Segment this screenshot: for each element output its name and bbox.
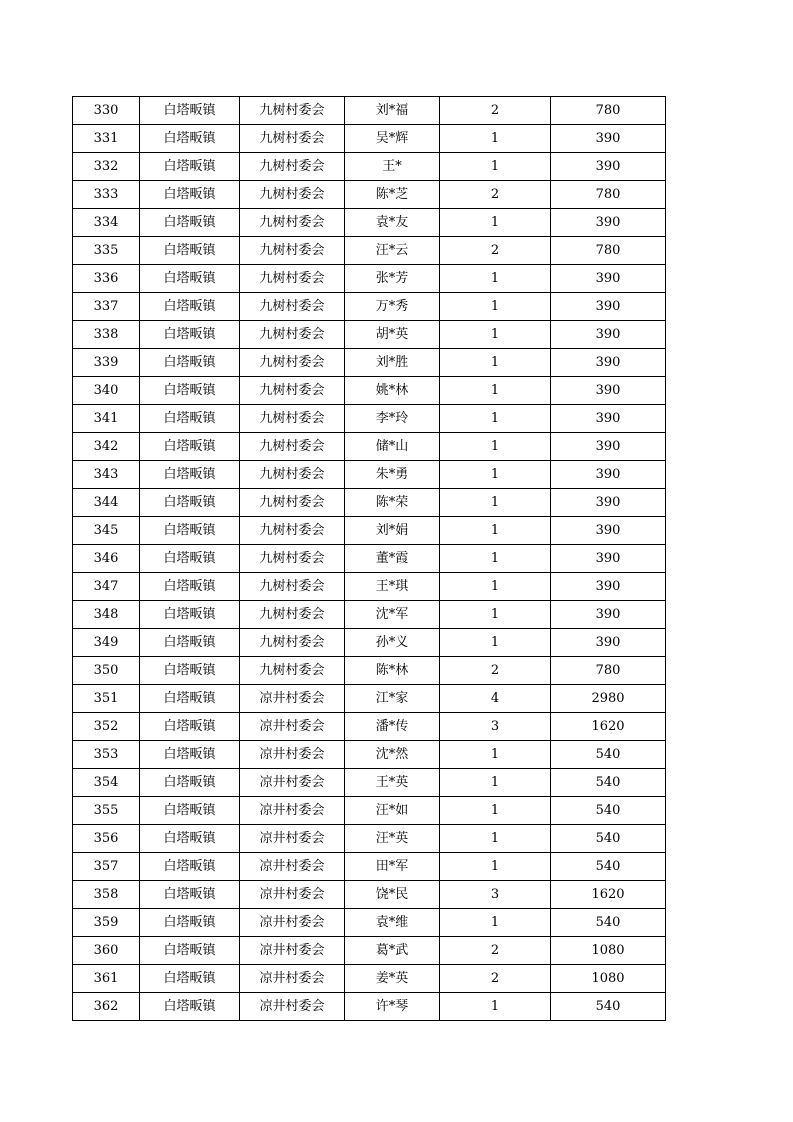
persons-count-cell: 1 <box>440 769 551 797</box>
row-number-cell: 335 <box>73 237 140 265</box>
town-cell: 白塔畈镇 <box>140 265 240 293</box>
row-number-cell: 354 <box>73 769 140 797</box>
row-number-cell: 346 <box>73 545 140 573</box>
village-committee-cell: 九树村委会 <box>240 545 345 573</box>
village-committee-cell: 九树村委会 <box>240 601 345 629</box>
table-row <box>73 265 666 293</box>
persons-count-cell: 1 <box>440 741 551 769</box>
amount-cell: 540 <box>551 769 666 797</box>
row-number-cell: 348 <box>73 601 140 629</box>
table-row <box>73 881 666 909</box>
village-committee-cell: 九树村委会 <box>240 97 345 125</box>
persons-count-cell: 1 <box>440 125 551 153</box>
amount-cell: 390 <box>551 293 666 321</box>
row-number-cell: 356 <box>73 825 140 853</box>
amount-cell: 780 <box>551 657 666 685</box>
amount-cell: 1080 <box>551 937 666 965</box>
town-cell: 白塔畈镇 <box>140 349 240 377</box>
name-cell: 王*英 <box>345 769 440 797</box>
village-committee-cell: 凉井村委会 <box>240 741 345 769</box>
persons-count-cell: 2 <box>440 97 551 125</box>
village-committee-cell: 九树村委会 <box>240 405 345 433</box>
name-cell: 汪*如 <box>345 797 440 825</box>
village-committee-cell: 九树村委会 <box>240 377 345 405</box>
table-row <box>73 545 666 573</box>
amount-cell: 540 <box>551 993 666 1021</box>
row-number-cell: 338 <box>73 321 140 349</box>
table-row <box>73 909 666 937</box>
row-number-cell: 341 <box>73 405 140 433</box>
persons-count-cell: 1 <box>440 825 551 853</box>
town-cell: 白塔畈镇 <box>140 573 240 601</box>
town-cell: 白塔畈镇 <box>140 377 240 405</box>
table-row <box>73 433 666 461</box>
name-cell: 李*玲 <box>345 405 440 433</box>
name-cell: 许*琴 <box>345 993 440 1021</box>
row-number-cell: 337 <box>73 293 140 321</box>
table-row <box>73 993 666 1021</box>
amount-cell: 390 <box>551 377 666 405</box>
table-row <box>73 153 666 181</box>
row-number-cell: 334 <box>73 209 140 237</box>
town-cell: 白塔畈镇 <box>140 209 240 237</box>
persons-count-cell: 1 <box>440 293 551 321</box>
village-committee-cell: 九树村委会 <box>240 657 345 685</box>
town-cell: 白塔畈镇 <box>140 657 240 685</box>
persons-count-cell: 1 <box>440 209 551 237</box>
town-cell: 白塔畈镇 <box>140 909 240 937</box>
town-cell: 白塔畈镇 <box>140 461 240 489</box>
town-cell: 白塔畈镇 <box>140 237 240 265</box>
name-cell: 张*芳 <box>345 265 440 293</box>
persons-count-cell: 1 <box>440 489 551 517</box>
row-number-cell: 344 <box>73 489 140 517</box>
table-row <box>73 797 666 825</box>
name-cell: 潘*传 <box>345 713 440 741</box>
town-cell: 白塔畈镇 <box>140 405 240 433</box>
village-committee-cell: 九树村委会 <box>240 489 345 517</box>
persons-count-cell: 1 <box>440 433 551 461</box>
town-cell: 白塔畈镇 <box>140 965 240 993</box>
table-row <box>73 181 666 209</box>
town-cell: 白塔畈镇 <box>140 97 240 125</box>
name-cell: 董*霞 <box>345 545 440 573</box>
table-row <box>73 741 666 769</box>
town-cell: 白塔畈镇 <box>140 153 240 181</box>
name-cell: 汪*英 <box>345 825 440 853</box>
row-number-cell: 355 <box>73 797 140 825</box>
amount-cell: 390 <box>551 489 666 517</box>
row-number-cell: 361 <box>73 965 140 993</box>
persons-count-cell: 1 <box>440 629 551 657</box>
table-row <box>73 573 666 601</box>
village-committee-cell: 凉井村委会 <box>240 769 345 797</box>
name-cell: 江*家 <box>345 685 440 713</box>
table-row <box>73 293 666 321</box>
amount-cell: 390 <box>551 573 666 601</box>
village-committee-cell: 九树村委会 <box>240 125 345 153</box>
name-cell: 袁*友 <box>345 209 440 237</box>
amount-cell: 540 <box>551 909 666 937</box>
row-number-cell: 349 <box>73 629 140 657</box>
name-cell: 万*秀 <box>345 293 440 321</box>
town-cell: 白塔畈镇 <box>140 181 240 209</box>
persons-count-cell: 2 <box>440 657 551 685</box>
village-committee-cell: 凉井村委会 <box>240 881 345 909</box>
amount-cell: 390 <box>551 349 666 377</box>
name-cell: 刘*娟 <box>345 517 440 545</box>
persons-count-cell: 1 <box>440 265 551 293</box>
table-row <box>73 461 666 489</box>
row-number-cell: 358 <box>73 881 140 909</box>
amount-cell: 390 <box>551 209 666 237</box>
village-committee-cell: 九树村委会 <box>240 461 345 489</box>
amount-cell: 390 <box>551 545 666 573</box>
village-committee-cell: 九树村委会 <box>240 181 345 209</box>
amount-cell: 390 <box>551 405 666 433</box>
row-number-cell: 351 <box>73 685 140 713</box>
table-row <box>73 209 666 237</box>
row-number-cell: 331 <box>73 125 140 153</box>
amount-cell: 390 <box>551 265 666 293</box>
town-cell: 白塔畈镇 <box>140 433 240 461</box>
town-cell: 白塔畈镇 <box>140 321 240 349</box>
table-row <box>73 321 666 349</box>
village-committee-cell: 九树村委会 <box>240 629 345 657</box>
town-cell: 白塔畈镇 <box>140 713 240 741</box>
town-cell: 白塔畈镇 <box>140 629 240 657</box>
amount-cell: 1620 <box>551 713 666 741</box>
town-cell: 白塔畈镇 <box>140 937 240 965</box>
persons-count-cell: 1 <box>440 321 551 349</box>
town-cell: 白塔畈镇 <box>140 853 240 881</box>
amount-cell: 390 <box>551 629 666 657</box>
name-cell: 汪*云 <box>345 237 440 265</box>
persons-count-cell: 1 <box>440 405 551 433</box>
row-number-cell: 333 <box>73 181 140 209</box>
name-cell: 储*山 <box>345 433 440 461</box>
name-cell: 沈*军 <box>345 601 440 629</box>
name-cell: 吴*辉 <box>345 125 440 153</box>
row-number-cell: 352 <box>73 713 140 741</box>
amount-cell: 540 <box>551 853 666 881</box>
name-cell: 姚*林 <box>345 377 440 405</box>
persons-count-cell: 1 <box>440 853 551 881</box>
name-cell: 沈*然 <box>345 741 440 769</box>
village-committee-cell: 凉井村委会 <box>240 797 345 825</box>
town-cell: 白塔畈镇 <box>140 545 240 573</box>
row-number-cell: 362 <box>73 993 140 1021</box>
persons-count-cell: 2 <box>440 237 551 265</box>
persons-count-cell: 4 <box>440 685 551 713</box>
amount-cell: 780 <box>551 181 666 209</box>
table-row <box>73 769 666 797</box>
village-committee-cell: 凉井村委会 <box>240 937 345 965</box>
amount-cell: 390 <box>551 601 666 629</box>
amount-cell: 1080 <box>551 965 666 993</box>
name-cell: 刘*胜 <box>345 349 440 377</box>
amount-cell: 390 <box>551 433 666 461</box>
amount-cell: 540 <box>551 741 666 769</box>
table-row <box>73 489 666 517</box>
name-cell: 袁*维 <box>345 909 440 937</box>
row-number-cell: 360 <box>73 937 140 965</box>
persons-count-cell: 1 <box>440 517 551 545</box>
town-cell: 白塔畈镇 <box>140 797 240 825</box>
persons-count-cell: 3 <box>440 881 551 909</box>
roster-table <box>72 96 666 1021</box>
table-row <box>73 937 666 965</box>
row-number-cell: 353 <box>73 741 140 769</box>
name-cell: 陈*芝 <box>345 181 440 209</box>
table-row <box>73 377 666 405</box>
town-cell: 白塔畈镇 <box>140 993 240 1021</box>
town-cell: 白塔畈镇 <box>140 293 240 321</box>
amount-cell: 390 <box>551 461 666 489</box>
village-committee-cell: 凉井村委会 <box>240 965 345 993</box>
amount-cell: 2980 <box>551 685 666 713</box>
amount-cell: 540 <box>551 825 666 853</box>
persons-count-cell: 2 <box>440 965 551 993</box>
persons-count-cell: 3 <box>440 713 551 741</box>
town-cell: 白塔畈镇 <box>140 601 240 629</box>
village-committee-cell: 九树村委会 <box>240 237 345 265</box>
name-cell: 刘*福 <box>345 97 440 125</box>
persons-count-cell: 1 <box>440 377 551 405</box>
village-committee-cell: 九树村委会 <box>240 433 345 461</box>
persons-count-cell: 1 <box>440 573 551 601</box>
table-row <box>73 405 666 433</box>
amount-cell: 390 <box>551 153 666 181</box>
name-cell: 饶*民 <box>345 881 440 909</box>
town-cell: 白塔畈镇 <box>140 769 240 797</box>
persons-count-cell: 1 <box>440 461 551 489</box>
village-committee-cell: 九树村委会 <box>240 209 345 237</box>
town-cell: 白塔畈镇 <box>140 825 240 853</box>
table-row <box>73 853 666 881</box>
amount-cell: 780 <box>551 237 666 265</box>
village-committee-cell: 九树村委会 <box>240 153 345 181</box>
name-cell: 陈*林 <box>345 657 440 685</box>
table-row <box>73 825 666 853</box>
name-cell: 陈*荣 <box>345 489 440 517</box>
name-cell: 姜*英 <box>345 965 440 993</box>
persons-count-cell: 1 <box>440 993 551 1021</box>
amount-cell: 540 <box>551 797 666 825</box>
row-number-cell: 342 <box>73 433 140 461</box>
row-number-cell: 332 <box>73 153 140 181</box>
village-committee-cell: 凉井村委会 <box>240 713 345 741</box>
row-number-cell: 345 <box>73 517 140 545</box>
row-number-cell: 347 <box>73 573 140 601</box>
persons-count-cell: 1 <box>440 153 551 181</box>
persons-count-cell: 1 <box>440 545 551 573</box>
village-committee-cell: 凉井村委会 <box>240 993 345 1021</box>
village-committee-cell: 凉井村委会 <box>240 853 345 881</box>
persons-count-cell: 2 <box>440 937 551 965</box>
village-committee-cell: 九树村委会 <box>240 517 345 545</box>
village-committee-cell: 九树村委会 <box>240 321 345 349</box>
persons-count-cell: 1 <box>440 909 551 937</box>
row-number-cell: 340 <box>73 377 140 405</box>
town-cell: 白塔畈镇 <box>140 125 240 153</box>
amount-cell: 1620 <box>551 881 666 909</box>
table-row <box>73 685 666 713</box>
town-cell: 白塔畈镇 <box>140 685 240 713</box>
row-number-cell: 357 <box>73 853 140 881</box>
table-row <box>73 965 666 993</box>
amount-cell: 390 <box>551 125 666 153</box>
name-cell: 王*琪 <box>345 573 440 601</box>
amount-cell: 780 <box>551 97 666 125</box>
name-cell: 葛*武 <box>345 937 440 965</box>
village-committee-cell: 凉井村委会 <box>240 909 345 937</box>
amount-cell: 390 <box>551 517 666 545</box>
row-number-cell: 330 <box>73 97 140 125</box>
table-row <box>73 657 666 685</box>
name-cell: 朱*勇 <box>345 461 440 489</box>
row-number-cell: 339 <box>73 349 140 377</box>
village-committee-cell: 九树村委会 <box>240 573 345 601</box>
village-committee-cell: 凉井村委会 <box>240 825 345 853</box>
town-cell: 白塔畈镇 <box>140 517 240 545</box>
table-row <box>73 349 666 377</box>
name-cell: 田*军 <box>345 853 440 881</box>
name-cell: 王* <box>345 153 440 181</box>
amount-cell: 390 <box>551 321 666 349</box>
name-cell: 孙*义 <box>345 629 440 657</box>
town-cell: 白塔畈镇 <box>140 741 240 769</box>
table-row <box>73 237 666 265</box>
village-committee-cell: 九树村委会 <box>240 349 345 377</box>
table-row <box>73 125 666 153</box>
row-number-cell: 343 <box>73 461 140 489</box>
table-row <box>73 713 666 741</box>
persons-count-cell: 1 <box>440 601 551 629</box>
table-row <box>73 629 666 657</box>
town-cell: 白塔畈镇 <box>140 489 240 517</box>
row-number-cell: 336 <box>73 265 140 293</box>
town-cell: 白塔畈镇 <box>140 881 240 909</box>
row-number-cell: 359 <box>73 909 140 937</box>
persons-count-cell: 1 <box>440 797 551 825</box>
roster-table-body <box>73 97 666 1021</box>
row-number-cell: 350 <box>73 657 140 685</box>
persons-count-cell: 2 <box>440 181 551 209</box>
persons-count-cell: 1 <box>440 349 551 377</box>
village-committee-cell: 九树村委会 <box>240 293 345 321</box>
table-row <box>73 517 666 545</box>
table-row <box>73 601 666 629</box>
village-committee-cell: 凉井村委会 <box>240 685 345 713</box>
table-row <box>73 97 666 125</box>
village-committee-cell: 九树村委会 <box>240 265 345 293</box>
name-cell: 胡*英 <box>345 321 440 349</box>
